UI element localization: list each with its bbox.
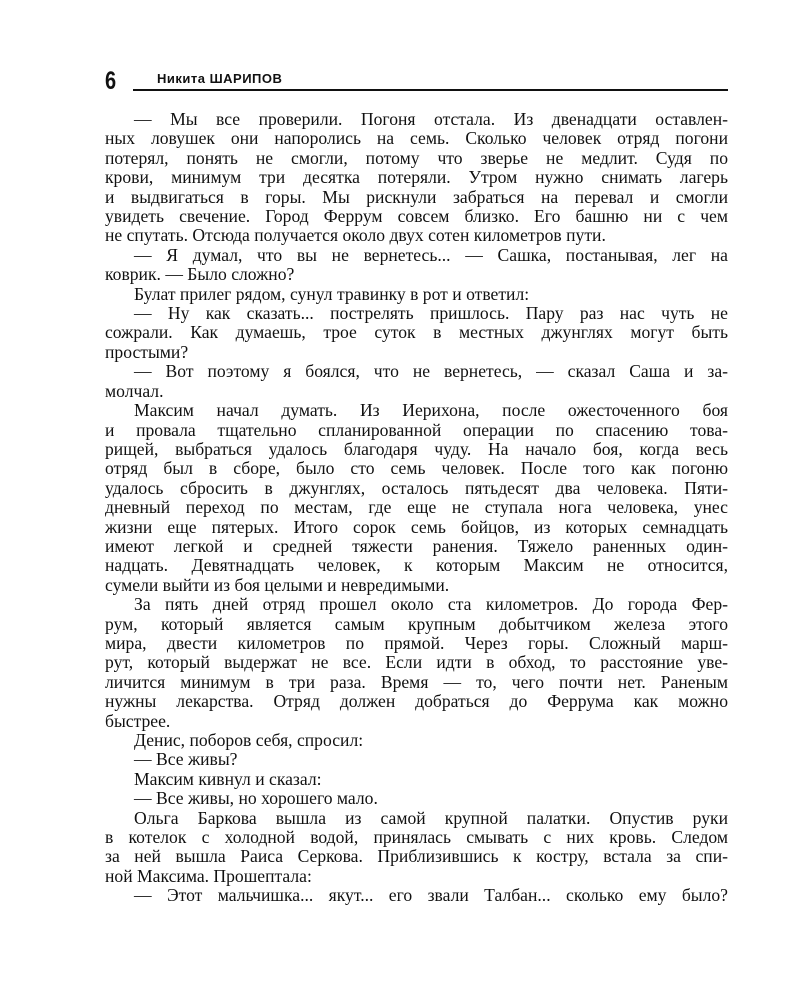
text-line: Ольга Баркова вышла из самой крупной палатки. Опустив руки [134,808,728,828]
text-line: Максим начал думать. Из Иерихона, после ожесточенного боя [134,401,728,421]
text-line: рум, который является самым крупным добытчиком железа этого [105,614,728,634]
text-line: молчал. [105,381,164,401]
page-number: 6 [105,67,116,95]
text-line: Денис, поборов себя, спросил: [134,731,364,750]
text-line: — Я думал, что вы не вернетесь... — Сашка, постанывая, лег на [134,245,728,265]
text-line: мира, двести километров по прямой. Через горы. Сложный марш- [105,633,728,653]
page-header [105,66,728,96]
text-line: сумели выйти из боя целыми и невредимыми. [105,575,450,595]
text-line: жизни еще пятерых. Итого сорок семь бойцов, из которых семнадцать [105,517,728,537]
header-rule [133,89,728,91]
text-line: в котелок с холодной водой, принялась смывать с них кровь. Следом [105,828,728,848]
text-line: личится минимум в три раза. Время — то, чего почти нет. Раненым [105,672,728,692]
text-line: ной Максима. Прошептала: [105,866,312,886]
text-line: потерял, понять не смогли, потому что зверье не медлит. Судя по [105,148,728,168]
text-line: крови, минимум три десятка потеряли. Утром нужно снимать лагерь [105,168,728,188]
text-line: не спутать. Отсюда получается около двух сотен километров пути. [105,226,606,246]
text-line: — Ну как сказать... пострелять пришлось. Пару раз нас чуть не [134,304,728,324]
body-text [105,110,728,906]
text-line: сожрали. Как думаешь, трое суток в местных джунглях могут быть [105,323,728,343]
text-line: — Этот мальчишка... якут... его звали Талбан... сколько ему было? [134,886,728,906]
text-line: рищей, выбраться удалось благодаря чуду. На начало боя, когда весь [105,439,728,459]
text-line: коврик. — Было сложно? [105,265,295,285]
text-line: За пять дней отряд прошел около ста километров. До города Фер- [134,595,728,615]
text-line: ных ловушек они напоролись на семь. Сколько человек отряд погони [105,129,728,149]
text-line: увидеть свечение. Город Феррум совсем близко. Его башню ни с чем [105,207,728,227]
text-line: — Все живы, но хорошего мало. [134,789,378,809]
text-line: надцать. Девятнадцать человек, к которым Максим не относится, [105,556,728,576]
text-line: дневный переход по местам, где еще не ступала нога человека, унес [105,498,728,518]
text-line: отряд был в сборе, было сто семь человек. После того как погоню [105,459,728,479]
text-line: — Мы все проверили. Погоня отстала. Из двенадцати оставлен- [134,110,728,129]
text-line: быстрее. [105,711,171,731]
text-line: рут, который выдержат не все. Если идти в обход, то расстояние уве- [105,653,728,673]
text-line: имеют легкой и средней тяжести ранения. Тяжело раненных один- [105,536,728,556]
text-line: и выдвигаться в горы. Мы рискнули забраться на перевал и смогли [105,187,728,207]
text-line: удалось сбросить в джунглях, осталось пятьдесят два человека. Пяти- [105,478,728,498]
text-line: и провала тщательно спланированной операции по спасению това- [105,420,728,440]
text-line: Булат прилег рядом, сунул травинку в рот и ответил: [134,284,530,304]
text-line: — Вот поэтому я боялся, что не вернетесь, — сказал Саша и за- [134,362,728,382]
text-line: за ней вышла Раиса Серкова. Приблизившись к костру, встала за спи- [105,847,728,867]
text-line: — Все живы? [134,750,238,770]
text-line: простыми? [105,342,189,362]
text-line: Максим кивнул и сказал: [134,769,322,789]
text-line: нужны лекарства. Отряд должен добраться до Феррума как можно [105,692,728,712]
running-title: Никита ШАРИПОВ [157,71,283,86]
